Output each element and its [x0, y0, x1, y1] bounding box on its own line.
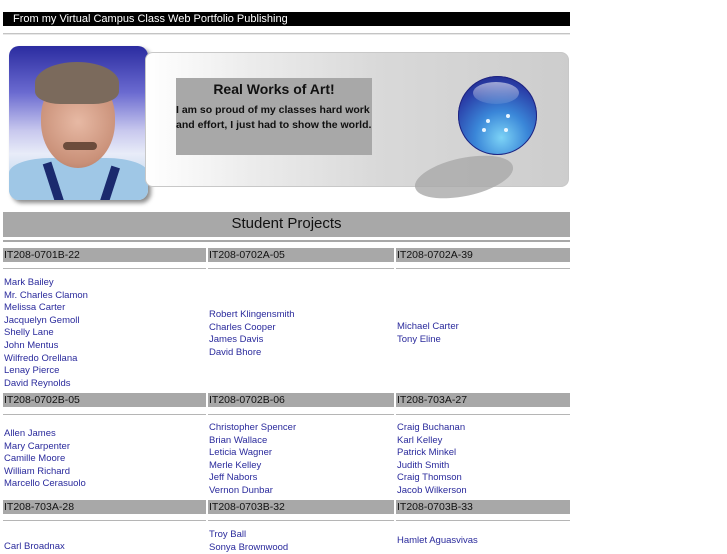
student-link[interactable]: Craig Buchanan	[397, 422, 466, 433]
student-link[interactable]: Charles Cooper	[209, 321, 276, 333]
section-title: Student Projects	[3, 212, 570, 237]
student-link[interactable]: James Davis	[209, 334, 264, 346]
student-link[interactable]: David Reynolds	[4, 377, 71, 389]
banner-text-box	[176, 78, 372, 155]
student-link[interactable]: Hamlet Aguasvivas	[397, 535, 478, 546]
student-link[interactable]: Mark Bailey	[4, 277, 54, 288]
student-link[interactable]: Sonya Brownwood	[209, 541, 289, 553]
instructor-photo	[9, 46, 148, 200]
banner-body: I am so proud of my classes hard work and effort, I just had to show the world.	[176, 104, 372, 131]
student-link[interactable]: Leticia Wagner	[209, 447, 273, 459]
group-divider	[208, 520, 394, 521]
student-link[interactable]: Jeff Nabors	[209, 472, 258, 484]
student-link[interactable]: Marcello Cerasuolo	[4, 478, 86, 490]
student-link[interactable]: Robert Klingensmith	[209, 309, 295, 320]
student-link[interactable]: Tony Eline	[397, 333, 441, 345]
group-divider	[3, 414, 206, 415]
group-header: IT208-0702B-05	[3, 393, 206, 407]
student-link[interactable]: Carl Broadnax	[4, 541, 65, 552]
group-divider	[3, 520, 206, 521]
student-link[interactable]: Camille Moore	[4, 453, 66, 465]
student-link[interactable]: Merle Kelley	[209, 459, 262, 471]
banner-title: Real Works of Art!	[213, 81, 335, 97]
globe-icon	[458, 76, 537, 155]
globe-star	[482, 128, 486, 132]
student-link[interactable]: Vernon Dunbar	[209, 484, 273, 496]
student-link[interactable]: Patrick Minkel	[397, 447, 457, 459]
student-list	[397, 422, 467, 498]
student-list	[397, 321, 459, 346]
student-link[interactable]: Lenay Pierce	[4, 365, 60, 377]
student-list	[4, 428, 86, 491]
student-list	[209, 529, 288, 554]
globe-star	[504, 128, 508, 132]
site-header-bar	[3, 12, 570, 26]
student-link[interactable]: William Richard	[4, 465, 70, 477]
student-link[interactable]: Shelly Lane	[4, 327, 54, 339]
student-link[interactable]: Jacquelyn Gemoll	[4, 314, 80, 326]
student-list	[209, 309, 295, 359]
student-link[interactable]: Wilfredo Orellana	[4, 352, 78, 364]
student-list	[209, 422, 296, 498]
group-header: IT208-0702A-39	[396, 248, 570, 262]
group-divider	[208, 414, 394, 415]
globe-star	[486, 119, 490, 123]
student-link[interactable]: Mr. Charles Clamon	[4, 289, 88, 301]
globe-shine	[473, 82, 519, 104]
photo-hair	[35, 62, 119, 104]
student-link[interactable]: Christopher Spencer	[209, 422, 297, 433]
student-link[interactable]: Troy Ball	[209, 529, 247, 540]
group-header: IT208-0703B-32	[208, 500, 394, 514]
student-link[interactable]: Brian Wallace	[209, 434, 268, 446]
group-header: IT208-703A-28	[3, 500, 206, 514]
group-header: IT208-0702B-06	[208, 393, 394, 407]
student-link[interactable]: Michael Carter	[397, 321, 459, 332]
group-divider	[208, 268, 394, 269]
student-link[interactable]: Jacob Wilkerson	[397, 484, 467, 496]
student-link[interactable]: Mary Carpenter	[4, 440, 70, 452]
group-divider	[396, 268, 570, 269]
student-link[interactable]: Craig Thomson	[397, 472, 462, 484]
student-link[interactable]: David Bhore	[209, 346, 262, 358]
student-link[interactable]: Allen James	[4, 428, 56, 439]
group-divider	[396, 520, 570, 521]
group-header: IT208-0702A-05	[208, 248, 394, 262]
header-divider	[3, 33, 570, 35]
student-list	[4, 277, 88, 390]
photo-mustache	[63, 142, 97, 150]
student-link[interactable]: John Mentus	[4, 339, 59, 351]
section-divider	[3, 240, 570, 242]
group-header: IT208-0703B-33	[396, 500, 570, 514]
group-divider	[3, 268, 206, 269]
student-link[interactable]: Melissa Carter	[4, 302, 66, 314]
student-list	[397, 535, 478, 548]
group-header: IT208-703A-27	[396, 393, 570, 407]
group-divider	[396, 414, 570, 415]
group-header: IT208-0701B-22	[3, 248, 206, 262]
student-link[interactable]: Karl Kelley	[397, 434, 443, 446]
globe-star	[506, 114, 510, 118]
site-header-title: From my Virtual Campus Class Web Portfolio Publishing	[13, 13, 288, 25]
student-link[interactable]: Judith Smith	[397, 459, 450, 471]
student-list	[4, 541, 65, 554]
